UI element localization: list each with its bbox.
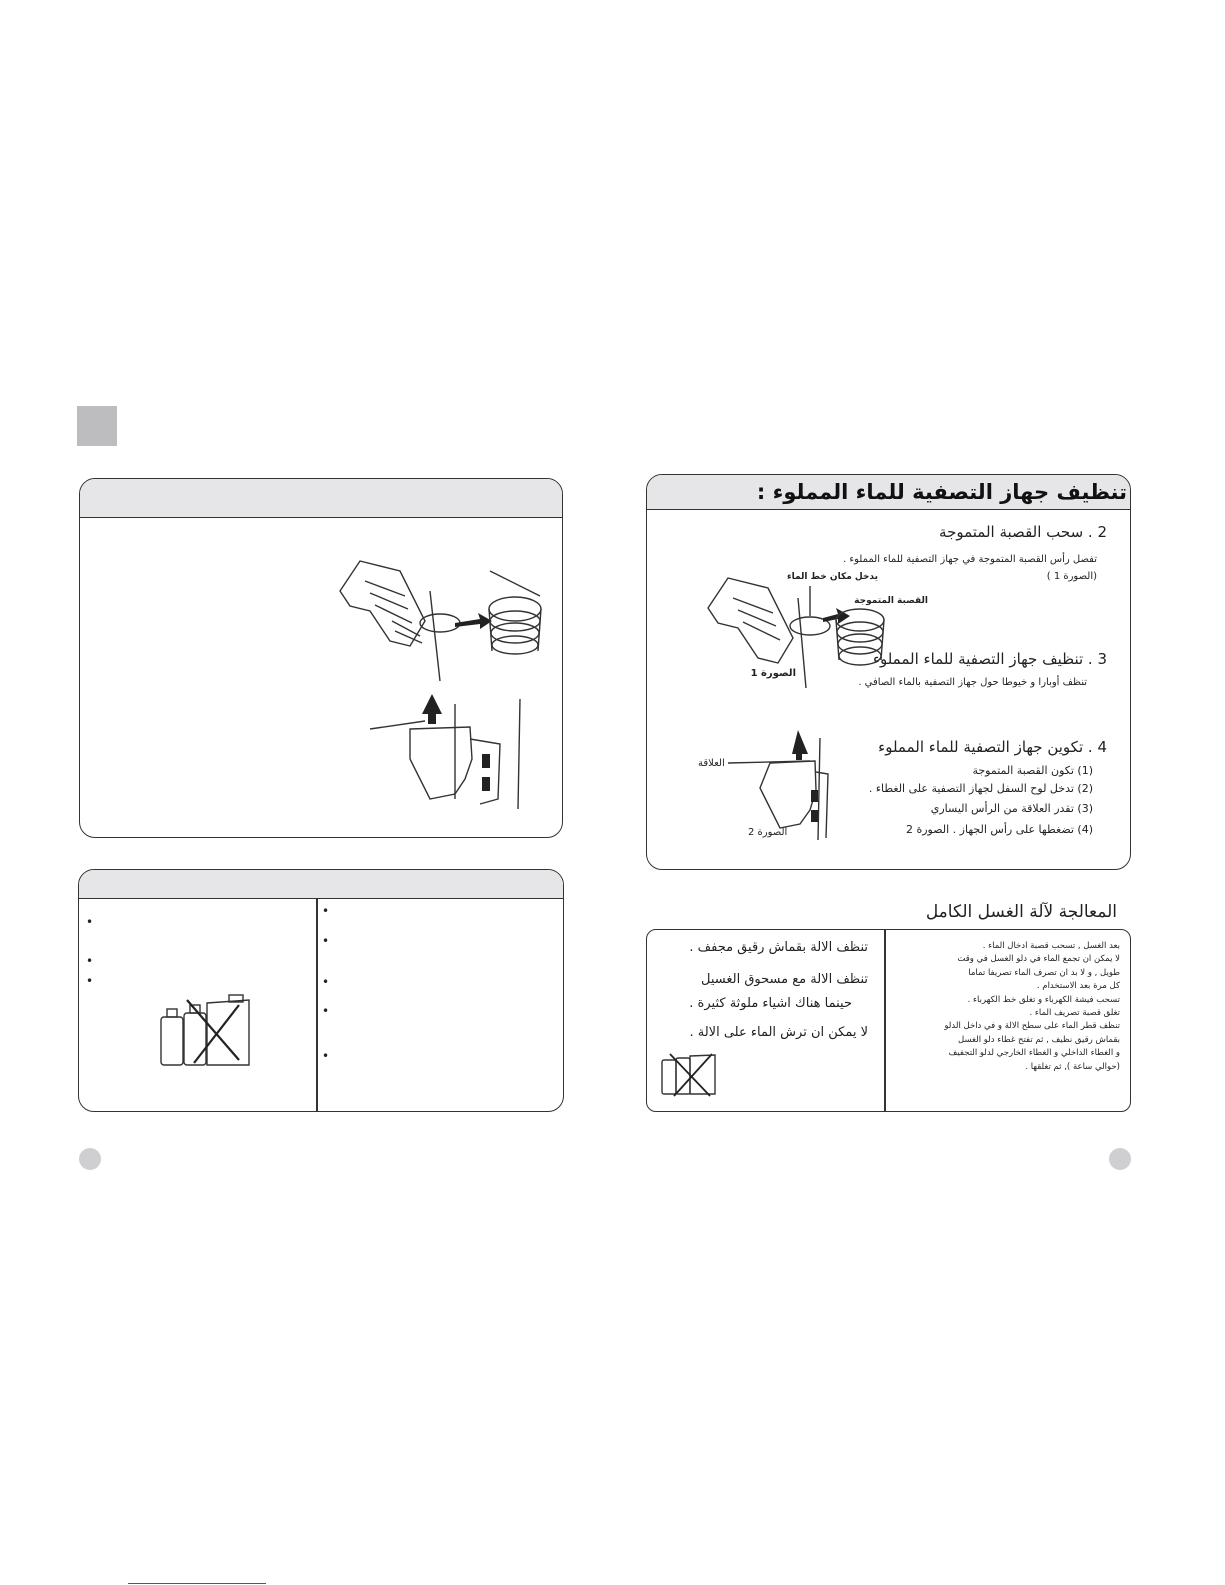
step2-text: تفصل رأس القصبة المتموجة في جهاز التصفية للماء المملوء . [843, 554, 1097, 565]
label-water-line: يدخل مكان خط الماء [787, 572, 878, 582]
full-wash-title: المعالجة لآلة الغسل الكامل [925, 902, 1117, 922]
hose-pull-illustration [330, 551, 563, 681]
step4-item-4: (4) تضغطها على رأس الجهاز . الصورة 2 [905, 823, 1093, 836]
left-top-panel-header [80, 479, 562, 518]
care-line: تنظف قطر الماء على سطح الالة و في داخل الدلو [944, 1021, 1120, 1032]
care-line: و الغطاء الداخلي و الغطاء الخارجي لدلو التجفيف [948, 1048, 1120, 1059]
step2-figure-ref: (الصورة 1 ) [1046, 571, 1097, 582]
figure1-caption: الصورة 1 [750, 668, 796, 679]
step3-text: تنظف أوبارا و خيوطا حول جهاز التصفية بالماء الصافي . [858, 677, 1087, 688]
step4-item-2: (2) تدخل لوح السفل لجهاز التصفية على الغطاء . [868, 782, 1093, 795]
press-cover-illustration [370, 699, 563, 829]
bullet: • [86, 915, 94, 929]
wash-tip-2: تنظف الالة مع مسحوق الغسيل [701, 972, 868, 987]
label-hanger: العلاقة [698, 758, 725, 769]
figure2-caption: الصورة 2 [748, 827, 788, 838]
left-bottom-panel-header [79, 870, 563, 899]
care-line: تسحب فيشة الكهرباء و تغلق خط الكهرباء . [967, 994, 1120, 1005]
bullet: • [86, 974, 94, 988]
bullet: • [322, 975, 330, 989]
filter-cleaning-title: تنظيف جهاز التصفية للماء المملوء : [756, 480, 1127, 504]
care-line: تغلق قصبة تصريف الماء . [1029, 1008, 1120, 1019]
care-line: بعد الغسل , تسحب قصبة ادخال الماء . [982, 941, 1120, 951]
page-number-left-marker [79, 1148, 101, 1170]
step4-item-1: (1) تكون القصبة المتموجة [972, 764, 1093, 777]
step4-heading: 4 . تكوين جهاز التصفية للماء المملوء [878, 738, 1107, 756]
bullet: • [322, 1004, 330, 1018]
step2-heading: 2 . سحب القصبة المتموجة [939, 523, 1107, 541]
care-line: (حوالي ساعة ), ثم تغلقها . [1025, 1061, 1120, 1072]
hose-disconnect-illustration [698, 568, 908, 688]
care-line: طويل , و لا بد ان تصرف الماء تصريفا تماما [968, 967, 1120, 978]
wash-tip-1: تنظف الالة بقماش رقيق مجفف . [689, 940, 868, 955]
page-number-right-marker [1109, 1148, 1131, 1170]
care-line: لا يمكن ان تجمع الماء في دلو الغسل في وقت [957, 954, 1120, 965]
left-top-panel [79, 478, 563, 838]
step3-heading: 3 . تنظيف جهاز التصفية للماء المملوء [872, 650, 1107, 668]
wash-tip-3: لا يمكن ان ترش الماء على الالة . [689, 1025, 868, 1040]
column-divider [316, 898, 318, 1112]
care-line: بقماش رقيق نظيف , ثم تفتح غطاء دلو الغسل [958, 1034, 1120, 1045]
bullet: • [322, 934, 330, 948]
label-hose: القصبة المتموجة [854, 596, 928, 606]
bullet: • [322, 904, 330, 918]
bullet: • [86, 954, 94, 968]
bullet: • [322, 1049, 330, 1063]
wash-tip-2-cont: حينما هناك اشياء ملوثة كثيرة . [689, 996, 852, 1011]
left-bottom-panel [78, 869, 564, 1112]
care-list [890, 940, 1120, 1074]
care-line: كل مرة بعد الاستخدام . [1036, 981, 1120, 992]
no-solvent-bottles-icon [159, 995, 259, 1070]
step4-item-3: (3) تقدر العلاقة من الرأس اليساري [930, 802, 1093, 815]
chapter-marker [77, 406, 117, 446]
column-divider [884, 930, 886, 1112]
link-underline[interactable] [128, 1583, 266, 1584]
no-spray-bottles-icon [660, 1052, 720, 1097]
